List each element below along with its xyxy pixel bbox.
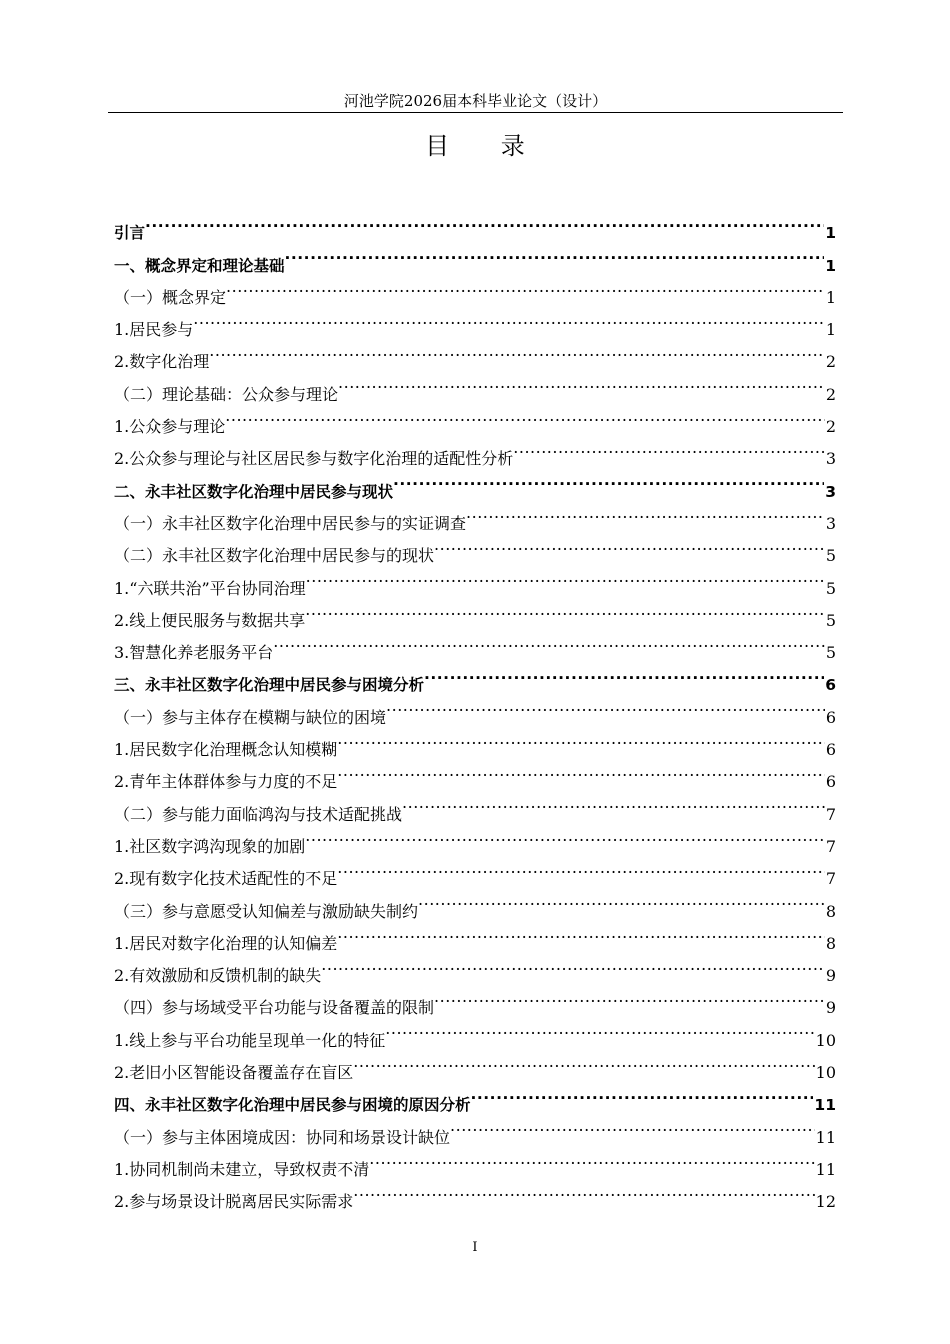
toc-dot-leader <box>321 949 825 981</box>
toc-entry-page: 5 <box>825 546 836 566</box>
toc-entry-page: 1 <box>825 287 836 307</box>
toc-dot-leader <box>306 561 825 593</box>
toc-dot-leader <box>337 755 825 787</box>
toc-entry-label: 1.“六联共治”平台协同治理 <box>114 578 306 598</box>
toc-dot-leader <box>466 497 825 529</box>
toc-entry-page: 10 <box>815 1030 836 1050</box>
toc-entry-page: 1 <box>825 256 836 275</box>
toc-entry-page: 6 <box>825 772 836 792</box>
toc-entry-page: 2 <box>825 417 836 437</box>
toc-entry-page: 5 <box>825 578 836 598</box>
toc-entry-page: 6 <box>825 740 836 760</box>
toc-entry-label: 2.公众参与理论与社区居民参与数字化治理的适配性分析 <box>114 449 514 469</box>
toc-dot-leader <box>145 206 824 238</box>
toc-dot-leader <box>225 400 825 432</box>
toc-entry-page: 9 <box>825 998 836 1018</box>
toc-entry-page: 1 <box>825 224 836 243</box>
toc-dot-leader <box>450 1110 815 1142</box>
toc-dot-leader <box>418 884 825 916</box>
toc-dot-leader <box>369 1143 814 1175</box>
toc-entry-label: （一）参与主体存在模糊与缺位的困境 <box>114 707 387 727</box>
toc-entry-label: （二）理论基础：公众参与理论 <box>114 384 339 404</box>
toc-entry-page: 12 <box>815 1192 836 1212</box>
toc-dot-leader <box>337 723 825 755</box>
toc-entry-page: 7 <box>825 804 836 824</box>
toc-entry-page: 10 <box>815 1063 836 1083</box>
toc-entry-page: 5 <box>825 643 836 663</box>
table-of-contents <box>114 206 836 1212</box>
toc-entry-page: 3 <box>825 449 836 469</box>
toc-entry-label: 2.老旧小区智能设备覆盖存在盲区 <box>114 1063 354 1083</box>
toc-dot-leader <box>471 1078 814 1110</box>
toc-entry-label: （一）参与主体困境成因：协同和场景设计缺位 <box>114 1127 451 1147</box>
toc-entry-label: 一、概念界定和理论基础 <box>114 256 285 275</box>
toc-entry-label: （三）参与意愿受认知偏差与激励缺失制约 <box>114 901 419 921</box>
toc-dot-leader <box>305 594 825 626</box>
toc-dot-leader <box>353 1046 814 1078</box>
toc-entry-label: 四、永丰社区数字化治理中居民参与困境的原因分析 <box>114 1096 471 1115</box>
toc-entry-label: （一）永丰社区数字化治理中居民参与的实证调查 <box>114 513 467 533</box>
page-title: 目 录 <box>425 132 547 160</box>
toc-dot-leader <box>434 981 825 1013</box>
toc-entry-label: 1.社区数字鸿沟现象的加剧 <box>114 836 306 856</box>
toc-entry-page: 2 <box>825 384 836 404</box>
toc-entry-label: 1.居民对数字化治理的认知偏差 <box>114 933 338 953</box>
toc-entry-page: 3 <box>825 513 836 533</box>
toc-entry-label: （二）永丰社区数字化治理中居民参与的现状 <box>114 546 435 566</box>
toc-entry[interactable] <box>114 335 836 372</box>
toc-entry-label: （二）参与能力面临鸿沟与技术适配挑战 <box>114 804 403 824</box>
toc-entry-page: 3 <box>825 482 836 501</box>
page-number: I <box>472 1240 478 1255</box>
toc-entry-page: 1 <box>825 320 836 340</box>
toc-dot-leader <box>285 238 825 270</box>
toc-dot-leader <box>226 271 825 303</box>
toc-dot-leader <box>393 464 824 496</box>
toc-entry-label: （四）参与场域受平台功能与设备覆盖的限制 <box>114 998 435 1018</box>
toc-dot-leader <box>434 529 825 561</box>
toc-dot-leader <box>337 852 825 884</box>
toc-entry-page: 8 <box>825 933 836 953</box>
toc-entry-page: 8 <box>825 901 836 921</box>
toc-entry-label: 1.居民参与 <box>114 320 194 340</box>
toc-entry-label: （一）概念界定 <box>114 287 227 307</box>
toc-entry-label: 2.数字化治理 <box>114 352 210 372</box>
page-header: 河池学院2026届本科毕业论文（设计） <box>108 90 843 113</box>
toc-entry-label: 1.居民数字化治理概念认知模糊 <box>114 740 338 760</box>
toc-dot-leader <box>353 1175 814 1207</box>
toc-dot-leader <box>273 626 825 658</box>
toc-entry-page: 7 <box>825 869 836 889</box>
toc-dot-leader <box>402 787 825 819</box>
toc-entry[interactable] <box>114 206 836 243</box>
toc-dot-leader <box>513 432 825 464</box>
toc-entry-label: 1.协同机制尚未建立，导致权责不清 <box>114 1159 370 1179</box>
toc-entry-page: 6 <box>825 676 836 695</box>
toc-dot-leader <box>424 658 824 690</box>
toc-entry-page: 7 <box>825 836 836 856</box>
toc-entry-label: 1.线上参与平台功能呈现单一化的特征 <box>114 1030 386 1050</box>
toc-dot-leader <box>337 917 825 949</box>
toc-entry-label: 1.公众参与理论 <box>114 417 226 437</box>
toc-entry[interactable] <box>114 303 836 340</box>
toc-entry-label: 2.参与场景设计脱离居民实际需求 <box>114 1192 354 1212</box>
toc-dot-leader <box>193 303 825 335</box>
toc-dot-leader <box>386 690 825 722</box>
toc-entry-page: 2 <box>825 352 836 372</box>
toc-entry-label: 二、永丰社区数字化治理中居民参与现状 <box>114 482 394 501</box>
toc-entry-label: 2.有效激励和反馈机制的缺失 <box>114 966 322 986</box>
toc-entry[interactable] <box>114 367 836 404</box>
toc-entry[interactable] <box>114 238 836 275</box>
toc-entry-page: 9 <box>825 966 836 986</box>
toc-entry-label: 2.现有数字化技术适配性的不足 <box>114 869 338 889</box>
toc-dot-leader <box>338 367 825 399</box>
toc-entry-label: 引言 <box>114 224 146 243</box>
toc-entry-label: 三、永丰社区数字化治理中居民参与困境分析 <box>114 676 425 695</box>
toc-entry-label: 3.智慧化养老服务平台 <box>114 643 274 663</box>
toc-entry-page: 11 <box>815 1127 836 1147</box>
toc-entry-page: 6 <box>825 707 836 727</box>
toc-entry-label: 2.线上便民服务与数据共享 <box>114 610 306 630</box>
toc-entry-label: 2.青年主体群体参与力度的不足 <box>114 772 338 792</box>
toc-entry-page: 5 <box>825 610 836 630</box>
toc-entry-page: 11 <box>815 1159 836 1179</box>
toc-dot-leader <box>209 335 825 367</box>
toc-dot-leader <box>305 820 825 852</box>
toc-entry-page: 11 <box>814 1096 836 1115</box>
toc-dot-leader <box>385 1013 814 1045</box>
